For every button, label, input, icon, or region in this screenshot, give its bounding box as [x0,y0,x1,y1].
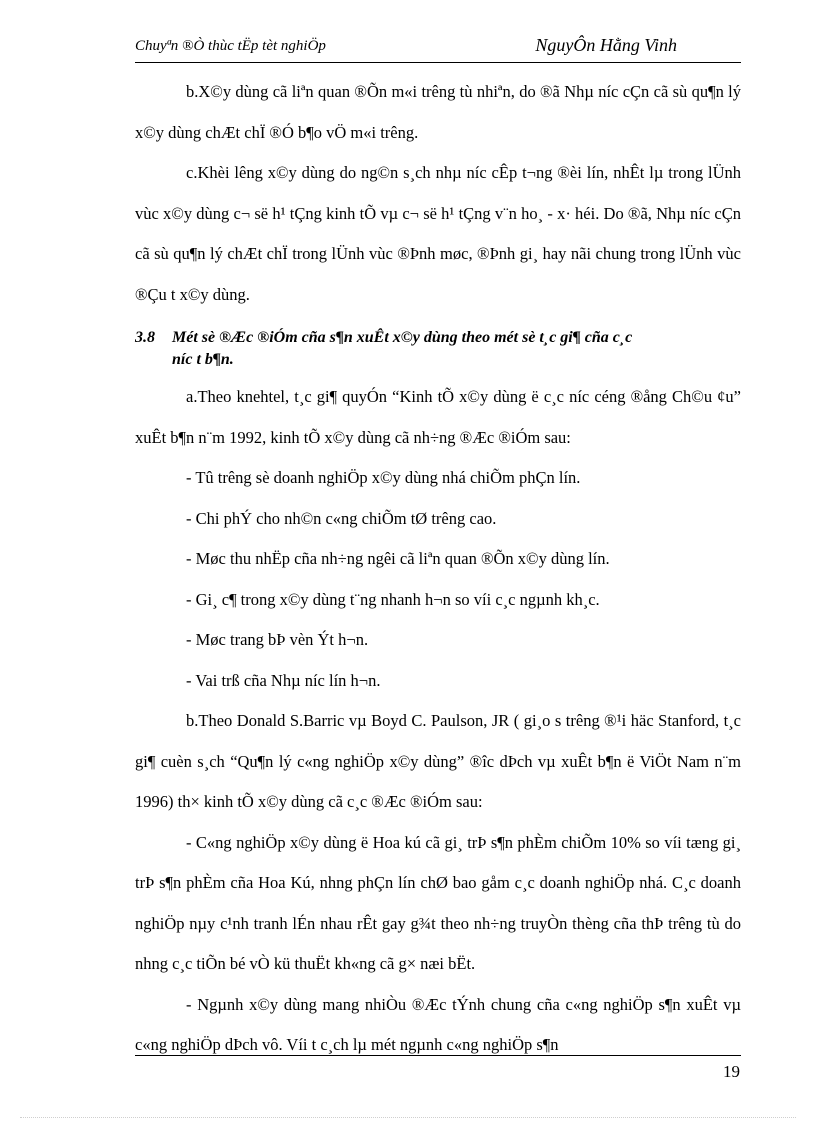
section-number: 3.8 [135,329,155,346]
paragraph-a-knehtel: a.Theo knehtel, t¸c gi¶ quyÓn “Kinh tÕ x©y dùng ë c¸c níc céng ®ång Ch©u ¢u” xuÊt b¶n n¨m 1992, kinh tÕ x©y dùng cã nh÷ng ®Æc ®iÓm sau: [135,387,741,447]
page-header [135,35,741,63]
bullet-item: - Chi phÝ cho nh©n c«ng chiÕm tØ trêng cao. [186,508,497,528]
section-heading-text: Mét sè ®Æc ®iÓm cña s¶n xuÊt x©y dùng theo mét sè t¸c gi¶ cña c¸c [172,329,633,346]
bullet-item: - Møc thu nhËp cña nh÷ng ngêi cã liªn quan ®Õn x©y dùng lín. [186,549,610,568]
paragraph-b-barric-paulson: b.Theo Donald S.Barric vµ Boyd C. Paulson, JR ( gi¸o s trêng ®¹i häc Stanford, t¸c gi¶ cuèn s¸ch “Qu¶n lý c«ng nghiÖp x©y dùng” ®îc dÞch vµ xuÊt b¶n ë ViÖt Nam n¨m 1996) th× kinh tÕ x©y dùng cã c¸c ®Æc ®iÓm sau: [135,711,741,811]
paragraph-construction-sector: - Ngµnh x©y dùng mang nhiÒu ®Æc tÝnh chung cña c«ng nghiÖp s¶n xuÊt vµ c«ng nghiÖp dÞch vô. Víi t c¸ch lµ mét ngµnh c«ng nghiÖp s¶n [135,994,741,1054]
bullet-item: - Tû trêng sè doanh nghiÖp x©y dùng nhá chiÕm phÇn lín. [186,468,581,487]
page-body [135,72,741,1066]
paragraph-b-environment: b.X©y dùng cã liªn quan ®Õn m«i trêng tù nhiªn, do ®ã Nhµ níc cÇn cã sù qu¶n lý x©y dùng chÆt chÏ ®Ó b¶o vÖ m«i trêng. [135,82,741,142]
section-heading-line-1 [135,327,741,349]
page-number: 19 [723,1062,740,1081]
footer-divider [135,1055,741,1056]
section-heading-line-2: níc t b¶n. [172,351,234,368]
header-author-name: NguyÔn Hằng Vinh [535,35,677,55]
section-heading-3-8 [135,327,741,371]
header-report-title: Chuyªn ®Ò thùc tËp tèt nghiÖp [135,38,326,54]
bullet-item: - Gi¸ c¶ trong x©y dùng t¨ng nhanh h¬n so víi c¸c ngµnh kh¸c. [186,589,600,609]
paragraph-c-state-budget: c.Khèi lêng x©y dùng do ng©n s¸ch nhµ níc cÊp t¬ng ®èi lín, nhÊt lµ trong lÜnh vùc x©y dùng c¬ së h¹ tÇng kinh tÕ vµ c¬ së h¹ tÇng v¨n ho¸ - x· héi. Do ®ã, Nhµ níc cÇn cã sù qu¶n lý chÆt chÏ trong lÜnh vùc ®Þnh møc, ®Þnh gi¸ hay nãi chung trong lÜnh vùc ®Çu t x©y dùng. [135,163,741,304]
paragraph-us-industry: - C«ng nghiÖp x©y dùng ë Hoa kú cã gi¸ trÞ s¶n phÈm chiÕm 10% so víi tæng gi¸ trÞ s¶n phÈm cña Hoa Kú, nhng phÇn lín chØ bao gåm c¸c doanh nghiÖp nhá. C¸c doanh nghiÖp nµy c¹nh tranh lÉn nhau rÊt gay g¾t theo nh÷ng truyÒn thèng cña thÞ trêng tù do nhng c¸c tiÕn bé vÒ kü thuËt kh«ng cã g× næi bËt. [135,832,741,973]
bullet-item: - Møc trang bÞ vèn Ýt h¬n. [186,630,369,649]
bullet-item: - Vai trß cña Nhµ níc lín h¬n. [186,670,381,690]
page-edge-dotted-line [20,1117,796,1118]
